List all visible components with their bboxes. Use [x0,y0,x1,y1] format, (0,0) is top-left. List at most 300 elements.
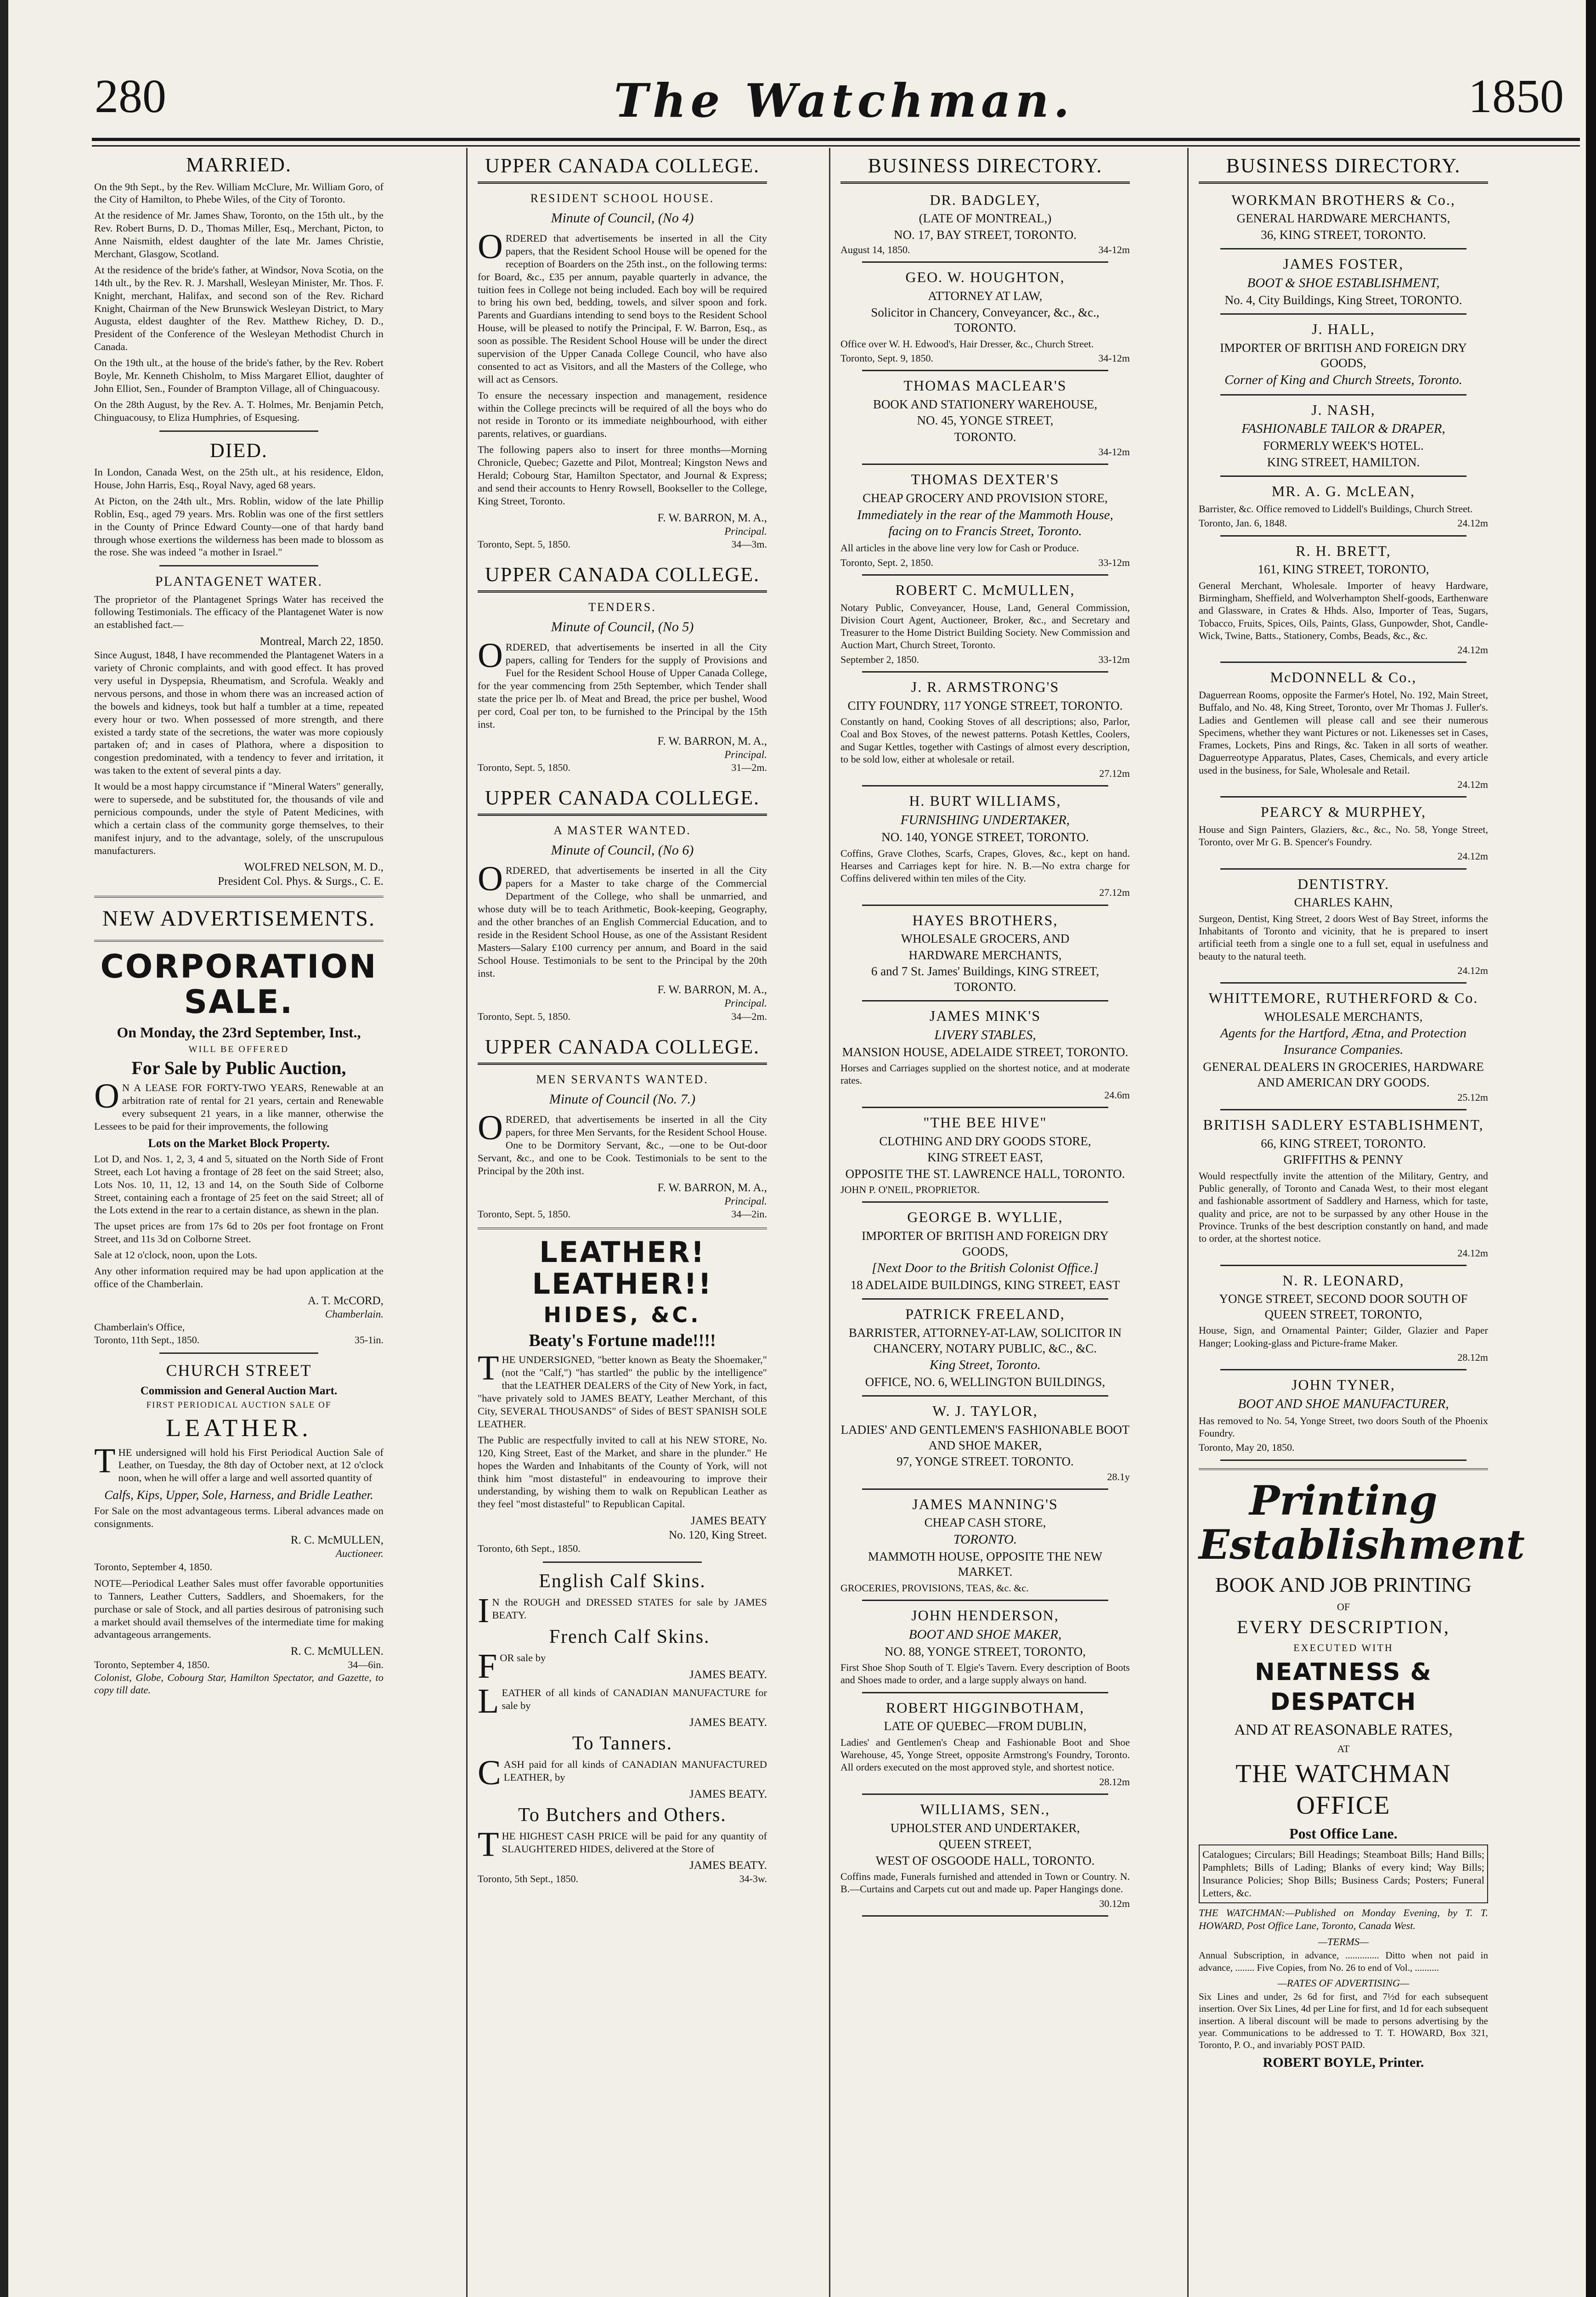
directory-entry [840,191,1130,263]
entry-subtitle: CITY FOUNDRY, 117 YONGE STREET, TORONTO. [847,698,1123,713]
entry-subtitle: LADIES' AND GENTLEMEN'S FASHIONABLE BOOT AND SHOE MAKER, [840,1423,1130,1452]
hides-title: HIDES, &C. [543,1302,701,1327]
entry-italic: [Next Door to the British Colonist Office.] [872,1260,1099,1275]
entry-code: 27.12m [1099,768,1130,780]
entry-name: JAMES FOSTER, [1283,255,1404,272]
entry-code: 24.6m [1104,1089,1130,1101]
entry-italic: Corner of King and Church Streets, Toronto. [1224,372,1462,387]
plantagenet-intro: The proprietor of the Plantagenet Springs Water has received the following Testimonials. The efficacy of the Plantagenet Water is now an established fact.— [94,593,383,631]
new-ads-heading: NEW ADVERTISEMENTS. [102,906,376,931]
entry-line: FORMERLY WEEK'S HOTEL. [1263,439,1424,453]
church-signature: R. C. McMULLEN. [290,1645,383,1658]
entry-italic: BOOT & SHOE ESTABLISHMENT, [1247,275,1440,290]
column-divider [466,148,468,2297]
terms: Annual Subscription, in advance, .............. Ditto when not paid in advance, ........ Five Copies, from No. 26 to end of Vol., .......... [1199,1950,1488,1973]
entry-code: 28.12m [1099,1776,1130,1788]
church-date: Toronto, September 4, 1850. [94,1659,210,1671]
french-calf-heading: French Calf Skins. [549,1626,710,1647]
scan-edge-left [0,0,8,2297]
ucc-body: ORDERED, that advertisements be inserted in all the City papers, calling for Tenders for the supply of Provisions and Fuel for the Resident School House of Upper Canada College, for the year commencing from 25th September, which Tender shall state the price per lb. of Meat and Bread, the price per bushel, Wood per cord, Coal per ton, to be furnished to the Principal by the 15th inst. [478,636,767,730]
entry-name: HAYES BROTHERS, [912,911,1058,928]
beaty-body: THE UNDERSIGNED, "better known as Beaty the Shoemaker," (not the "Calf,") "has startled" the public by the intelligence" that the LEATHER DEALERS of the City of New York, in fact, "have privately sold to JAMES BEATY, Leather Merchant, of this City, SEVERAL THOUSANDS" of Sides of BEST SPANISH SOLE LEATHER. [478,1349,767,1430]
butchers-heading: To Butchers and Others. [518,1804,727,1826]
entry-date: September 2, 1850. [840,653,919,665]
church-body: THE undersigned will hold his First Periodical Auction Sale of Leather, on Tuesday, the 8th day of October next, at 12 o'clock noon, when he will offer a large and well assorted quantity of [94,1441,383,1484]
separator [159,430,319,432]
entry-name: WILLIAMS, SEN., [920,1800,1050,1817]
column-2 [478,151,767,2297]
directory-entry [840,1208,1130,1300]
corporation-office: Chamberlain's Office, [94,1321,185,1333]
separator [543,1562,702,1563]
scan-edge-right [1586,0,1596,2297]
entry-body: Horses and Carriages supplied on the shortest notice, and at moderate rates. [840,1062,1130,1086]
entry-name: N. R. LEONARD, [1282,1272,1404,1289]
beaty-body: The Public are respectfully invited to call at his NEW STORE, No. 120, King Street, East of the Market, and share in the plunder." He hopes the Warden and Inhabitants of the County of York, will not think him "most distasteful" in endeavouring to improve their understanding, by wishing them to walk on Republican Leather as they feel "most distasteful" to Republican Capital. [478,1434,767,1510]
separator [94,896,383,898]
ucc-signature-role: Principal. [724,1195,767,1207]
directory-entry [1199,1272,1488,1370]
entry-footer [840,1089,1130,1101]
entry-name: J. HALL, [1312,321,1375,338]
married-notice: On the 19th ult., at the house of the bride's father, by the Rev. Robert Boyle, Mr. Kenneth Chisholm, to Miss Margaret Elliot, daughter of John Elliot, Sen., Founder of Brampton Village, all of Chinguacousy. [94,357,383,394]
married-notice: On the 28th August, by the Rev. A. T. Holmes, Mr. Benjamin Petch, Chinguacousy, to Eliza Humphries, of Esquesing. [94,398,383,423]
year: 1850 [1468,70,1564,123]
married-heading: MARRIED. [186,153,292,176]
entry-name: JAMES MINK'S [929,1007,1041,1024]
ucc-body: ORDERED, that advertisements be inserted in all the City papers, for three Men Servants, for the Resident School House. One to be Dormitory Servant, &c., —one to be Out-door Servant, &c., and one to be Cook. Testimonials to be sent to the Principal by the 20th inst. [478,1109,767,1177]
entry-separator [862,370,1108,371]
entry-name: McDONNELL & Co., [1270,669,1417,686]
printing-list: Catalogues; Circulars; Bill Headings; Steamboat Bills; Hand Bills; Pamphlets; Bills of Lading; Blanks of every kind; Way Bills; Insurance Policies; Shop Bills; Business Cards; Posters; Funeral Letters, &c. [1199,1844,1488,1903]
corporation-lots: Lots on the Market Block Property. [148,1136,330,1150]
entry-separator [1220,248,1466,249]
ucc-ad-sub: TENDERS. [588,600,656,614]
ucc-signature-role: Principal. [724,748,767,760]
ucc-body: To ensure the necessary inspection and management, residence within the College precincts will be required of all the boys who do not reside in Toronto or its immediate neighbourhood, with either parents, relatives, or guardians. [478,389,767,440]
entry-separator [1220,1369,1466,1370]
entry-code: 33-12m [1098,653,1130,665]
ucc-code: 34—2m. [731,1010,767,1022]
directory-entry [840,1402,1130,1489]
entry-footer [1199,1351,1488,1363]
entry-separator [862,671,1108,673]
entry-italic: FASHIONABLE TAILOR & DRAPER, [1241,421,1445,436]
printing-line: BOOK AND JOB PRINTING [1215,1573,1472,1597]
entry-date: August 14, 1850. [840,244,910,256]
church-code: 34—6in. [348,1659,383,1671]
married-notice: At the residence of Mr. James Shaw, Toronto, on the 15th ult., by the Rev. Robert Burns, D. D., Thomas Miller, Esq., Merchant, Picton, to Anne Naismith, eldest daughter of the late Mr. James Christie, Merchant, Glasgow, Scotland. [94,209,383,260]
entry-name: THOMAS MACLEAR'S [903,377,1067,394]
entry-line: 36, KING STREET, TORONTO. [1261,227,1426,242]
english-calf-heading: English Calf Skins. [539,1571,706,1592]
entry-separator [862,1107,1108,1108]
directory-entry [840,678,1130,786]
entry-separator [862,1298,1108,1300]
entry-footer [840,653,1130,666]
leather-title: LEATHER! LEATHER!! [532,1235,713,1301]
entry-line: 18 ADELAIDE BUILDINGS, KING STREET, EAST [850,1278,1120,1292]
entry-code: 34-12m [1098,352,1130,364]
entry-line: KING STREET, HAMILTON. [1267,455,1420,469]
directory-entry [1199,401,1488,477]
ucc-code: 31—2m. [731,762,767,774]
entry-separator [1220,394,1466,396]
ucc-minute: Minute of Council, (No 4) [551,210,694,226]
directory-entry [840,268,1130,371]
entry-date: Toronto, Sept. 2, 1850. [840,556,933,568]
entry-name: BRITISH SADLERY ESTABLISHMENT, [1203,1116,1484,1133]
corporation-body: Any other information required may be had upon application at the office of the Chamberlain. [94,1265,383,1290]
entry-footer [840,886,1130,899]
directory-entry [840,1007,1130,1108]
column-1 [94,151,383,2297]
entry-separator [862,905,1108,906]
entry-subtitle: (LATE OF MONTREAL,) [919,211,1052,226]
directory-entry [1199,989,1488,1110]
church-signature-role: Auctioneer. [335,1548,383,1560]
entry-line: QUEEN STREET, [939,1837,1032,1851]
butchers-signature: JAMES BEATY. [689,1859,767,1872]
entry-date: Toronto, Jan. 6, 1848. [1199,517,1287,529]
church-leather: LEATHER. [166,1414,312,1442]
entry-separator [1220,796,1466,798]
entry-footer [1199,517,1488,529]
entry-subtitle: CHEAP CASH STORE, [924,1516,1046,1530]
entry-code: 28.12m [1457,1351,1488,1363]
directory-entry [840,1800,1130,1917]
entry-italic: BOOT AND SHOE MANUFACTURER, [1238,1396,1449,1411]
entry-subtitle: LATE OF QUEBEC—FROM DUBLIN, [884,1719,1087,1733]
directory-entry [840,377,1130,465]
entry-separator [1220,1460,1466,1461]
directory-entry [1199,482,1488,536]
printing-at: AT [1337,1743,1350,1755]
tanners-body: CASH paid for all kinds of CANADIAN MANUFACTURED LEATHER, by [478,1753,767,1792]
separator [94,940,383,942]
printing-establishment-title: Printing Establishment [1199,1476,1525,1569]
english-calf-body: IN the ROUGH and DRESSED STATES for sale by JAMES BEATY. [478,1591,767,1630]
directory-entry [1199,875,1488,984]
canadian-leather-body: LEATHER of all kinds of CANADIAN MANUFACTURE for sale by [478,1681,767,1720]
entry-line: MANSION HOUSE, ADELAIDE STREET, TORONTO. [842,1045,1128,1059]
entry-footer [1199,964,1488,977]
entry-italic: Agents for the Hartford, Ætna, and Protection Insurance Companies. [1220,1026,1466,1058]
directory-entry [840,1607,1130,1693]
entry-name: "THE BEE HIVE" [923,1114,1047,1131]
entry-separator [862,1793,1108,1795]
directory-entry [1199,803,1488,869]
advertising-rates: Six Lines and under, 2s 6d for first, and 7½d for each subsequent insertion. Over Six Lines, 4d per Line for first, and 1d for each subsequent insertion. A liberal discount will be made to persons advertising by the year. Communications to be addressed to T. T. HOWARD, Box 321, Toronto, P. O., and invariably POST PAID. [1199,1991,1488,2050]
corporation-code: 35-1in. [355,1334,383,1346]
entry-subtitle: YONGE STREET, SECOND DOOR SOUTH OF QUEEN STREET, TORONTO, [1219,1292,1468,1321]
directory-list [840,191,1130,1917]
entry-italic: TORONTO. [953,1532,1017,1547]
printing-post-lane: Post Office Lane. [1289,1825,1398,1842]
ucc-body: The following papers also to insert for three months—Morning Chronicle, Quebec; Gazette and Pilot, Montreal; Kingston News and Herald; Cobourg Star, Hamilton Spectator, and Journal & Express; and send their accounts to Henry Rowsell, Bookseller to the College, King Street, Toronto. [478,444,767,507]
entry-separator [1220,662,1466,663]
entry-name: ROBERT C. McMULLEN, [895,581,1075,598]
entry-code: 24.12m [1457,1247,1488,1259]
entry-name: JAMES MANNING'S [912,1495,1058,1512]
entry-subtitle: 66, KING STREET, TORONTO. [1261,1136,1426,1150]
entry-subtitle: CHEAP GROCERY AND PROVISION STORE, [863,491,1108,505]
directory-entry [1199,191,1488,250]
church-items: Calfs, Kips, Upper, Sole, Harness, and Bridle Leather. [104,1488,373,1502]
separator [1199,1468,1488,1470]
entry-separator [862,1692,1108,1693]
plantagenet-signature: WOLFRED NELSON, M. D., [244,861,383,874]
entry-code: 24.12m [1457,778,1488,790]
ucc-date: Toronto, Sept. 5, 1850. [478,538,570,550]
entry-separator [862,574,1108,576]
entry-body: Would respectfully invite the attention of the Military, Gentry, and Public generally, of Toronto and Canada West, to their most elegant and fashionable assortment of Saddlery and Harness, which for taste, quality and price, are not to be surpassed by any other House in the Province. Trunks of the best description constantly on hand, and made to order, at the shortest notice. [1199,1170,1488,1245]
entry-line: NO. 45, YONGE STREET, [917,413,1054,428]
separator [478,1228,767,1229]
separator [159,565,319,566]
entry-name: JOHN TYNER, [1291,1376,1395,1393]
church-street-sub: Commission and General Auction Mart. [140,1385,338,1397]
directory-entry [840,581,1130,673]
entry-line: MAMMOTH HOUSE, OPPOSITE THE NEW MARKET. [868,1549,1103,1579]
ucc-code: 34—3m. [731,538,767,550]
entry-name: THOMAS DEXTER'S [911,471,1060,488]
entry-subtitle: IMPORTER OF BRITISH AND FOREIGN DRY GOODS, [862,1229,1109,1258]
entry-subtitle: GENERAL HARDWARE MERCHANTS, [1236,211,1450,226]
entry-body: Office over W. H. Edwood's, Hair Dresser, &c., Church Street. [840,338,1094,350]
directory-entry [1199,668,1488,798]
ucc-heading: UPPER CANADA COLLEGE. [478,1035,767,1065]
printing-office: THE WATCHMAN OFFICE [1235,1759,1451,1820]
printing-of: OF [1337,1601,1350,1613]
entry-separator [1220,982,1466,984]
butchers-code: 34-3w. [739,1873,767,1885]
french-calf-signature: JAMES BEATY. [689,1668,767,1681]
printing-rates: AND AT REASONABLE RATES, [1234,1721,1453,1739]
entry-separator [1220,1265,1466,1266]
entry-line: WEST OF OSGOODE HALL, TORONTO. [875,1853,1095,1867]
beaty-heading: Beaty's Fortune made!!!! [529,1331,716,1351]
entry-line: GRIFFITHS & PENNY [1283,1153,1404,1167]
masthead-rule-thin [92,145,1580,147]
entry-footer [840,243,1130,256]
column-divider [829,148,830,2297]
canadian-leather-signature: JAMES BEATY. [689,1716,767,1729]
entry-separator [1220,1109,1466,1110]
entry-body: First Shoe Shop South of T. Elgie's Tavern. Every description of Boots and Shoes made to order, and a large supply always on hand. [840,1662,1130,1686]
ucc-ad-sub: MEN SERVANTS WANTED. [536,1072,709,1086]
entry-body: House, Sign, and Ornamental Painter; Gilder, Glazier and Paper Hanger; Looking-glass and Picture-frame Maker. [1199,1324,1488,1349]
ucc-signature-role: Principal. [724,997,767,1009]
ucc-ad-sub: A MASTER WANTED. [553,823,691,837]
entry-footer [840,1471,1130,1483]
plantagenet-heading: PLANTAGENET WATER. [155,574,323,589]
entry-body: Barrister, &c. Office removed to Liddell's Buildings, Church Street. [1199,503,1473,515]
ucc-signature-role: Principal. [724,525,767,537]
entry-body: GROCERIES, PROVISIONS, TEAS, &c. &c. [840,1582,1029,1594]
directory-entry [840,911,1130,1002]
entry-subtitle: BOOK AND STATIONERY WAREHOUSE, [873,397,1098,411]
entry-line: NO. 88, YONGE STREET, TORONTO, [885,1644,1086,1658]
entry-separator [862,261,1108,263]
entry-name: WHITTEMORE, RUTHERFORD & Co. [1208,990,1478,1007]
beaty-address: No. 120, King Street. [669,1529,767,1542]
directory-entry [1199,542,1488,663]
ucc-ad-sub: RESIDENT SCHOOL HOUSE. [530,191,715,205]
ucc-code: 34—2in. [731,1208,767,1220]
corporation-sale-date: On Monday, the 23rd September, Inst., [117,1024,361,1041]
entry-subtitle: IMPORTER OF BRITISH AND FOREIGN DRY GOODS, [1220,340,1467,370]
entry-name: J. R. ARMSTRONG'S [911,678,1060,695]
entry-separator [862,464,1108,465]
entry-subtitle: WHOLESALE MERCHANTS, [1264,1009,1423,1024]
entry-footer [840,556,1130,569]
entry-name: DR. BADGLEY, [930,191,1041,208]
directory-entry [1199,1116,1488,1266]
church-note: NOTE—Periodical Leather Sales must offer favorable opportunities to Tanners, Leather Cutters, Saddlers, and Shoemakers, for the purchase or sale of Stock, and all parties desirous of patronising such a market should avail themselves of the intermediate time for making advantageous arrangements. [94,1577,383,1641]
ucc-minute: Minute of Council, (No 6) [551,843,694,858]
corporation-date: Toronto, 11th Sept., 1850. [94,1334,200,1346]
corporation-body: The upset prices are from 17s 6d to 20s per foot frontage on Front Street, and 11s 3d on Colborne Street. [94,1220,383,1245]
beaty-date: Toronto, 6th Sept., 1850. [478,1543,581,1555]
entry-line: No. 4, City Buildings, King Street, TORONTO. [1224,293,1462,307]
entry-subtitle: WHOLESALE GROCERS, AND [901,932,1070,946]
corporation-signature-role: Chamberlain. [325,1308,383,1320]
tanners-heading: To Tanners. [572,1732,673,1754]
entry-body: All articles in the above line very low for Cash or Produce. [840,542,1079,554]
terms-heading: —TERMS— [1318,1935,1369,1947]
butchers-body: THE HIGHEST CASH PRICE will be paid for any quantity of SLAUGHTERED HIDES, delivered at the Store of [478,1825,767,1864]
directory-entry [1199,255,1488,315]
died-notice: At Picton, on the 24th ult., Mrs. Roblin, widow of the late Phillip Roblin, Esq., aged 79 years. Mrs. Roblin was one of the first settlers in the County of Prince Edward County—one of that hardy band through whose exertions the wilderness has been made to blossom as the rose. She was indeed "a mother in Israel." [94,495,383,558]
printer-credit: ROBERT BOYLE, Printer. [1263,2054,1424,2070]
plantagenet-testimonial: Since August, 1848, I have recommended the Plantagenet Waters in a variety of Chronic complaints, and with good effect. It has proved very useful in Dyspepsia, Rheumatism, and Scrofula. Weakly and nervous persons, and those in whom there was an increased action of the bowels and kidneys, took but half a tumbler at a time, repeated every hour or two. When possessed of more strength, and there existed a tardy state of the secretions, the water was more copiously partaken of; and in cases of Plathora, where a disposition to congestion predominated, with a tendency to fever and irritation, it was taken to the extent of several pints a day. [94,649,383,776]
ucc-heading: UPPER CANADA COLLEGE. [478,562,767,593]
entry-italic: LIVERY STABLES, [934,1027,1036,1042]
entry-footer [840,446,1130,458]
entry-italic: BOOT AND SHOE MAKER, [908,1627,1062,1642]
directory-entry [1199,320,1488,396]
entry-line: 6 and 7 St. James' Buildings, KING STREET, TORONTO. [871,964,1100,994]
entry-name: DENTISTRY. [1297,875,1389,892]
masthead-rule [92,138,1580,141]
entry-name: GEO. W. HOUGHTON, [905,269,1065,286]
business-directory-heading: BUSINESS DIRECTORY. [840,153,1130,184]
entry-footer [1199,644,1488,656]
ucc-body: ORDERED, that advertisements be inserted in all the City papers for a Master to take charge of the Commercial Department of the College, who shall be unmarried, and whose duty will be to teach Arithmetic, Book-keeping, Geography, and the other branches of an English Commercial Education, and to reside in the Resident School House, as one of the Assistant Resident Masters—Salary £100 currency per annum, and Board in the said School House. Testimonials to be sent to the Principal by the 20th inst. [478,860,767,979]
entry-separator [862,1395,1108,1397]
entry-name: H. BURT WILLIAMS, [909,792,1061,809]
entry-code: 24.12m [1457,517,1488,529]
entry-line: NO. 17, BAY STREET, TORONTO. [893,227,1077,242]
church-body: For Sale on the most advantageous terms. Liberal advances made on consignments. [94,1505,383,1529]
entry-subtitle: CLOTHING AND DRY GOODS STORE, [879,1134,1091,1148]
ucc-body: ORDERED that advertisements be inserted in all the City papers, that the Resident School House will be opened for the reception of Boarders on the 25th inst., on the following terms: for Board, &c., £35 per annum, payable quarterly in advance, the tuition fees in College not being included. Each boy will be required to bring his own bed, bedding, towels, and silver spoon and fork. Parents and Guardians intending to send boys to the Resident School House, will be pleased to notify the Principal, F. W. Barron, Esq., as soon as possible. The Resident School House will be under the direct supervision of the Upper Canada College Council, who have also consented to act as Visitors, and all the Masters of the College, who will act as Censors. [478,227,767,385]
plantagenet-signature-title: President Col. Phys. & Surgs., C. E. [218,875,383,888]
ucc-minute: Minute of Council (No. 7.) [549,1091,696,1107]
ucc-signature: F. W. BARRON, M. A., [657,1181,767,1194]
entry-date: Toronto, Sept. 9, 1850. [840,352,933,364]
tanners-signature: JAMES BEATY. [689,1788,767,1800]
directory-entry [840,1699,1130,1795]
entry-code: 24.12m [1457,964,1488,976]
entry-name: ROBERT HIGGINBOTHAM, [885,1699,1085,1716]
entry-body: Surgeon, Dentist, King Street, 2 doors West of Bay Street, informs the Inhabitants of Toronto and vicinity, that he is prepared to insert artificial teeth from a single one to a full set, equal in usefulness and beauty to the natural teeth. [1199,912,1488,962]
entry-subtitle: 161, KING STREET, TORONTO, [1258,562,1429,577]
entry-subtitle: UPHOLSTER AND UNDERTAKER, [890,1821,1080,1835]
page-number: 280 [95,70,166,123]
entry-body: Has removed to No. 54, Yonge Street, two doors South of the Phoenix Foundry. [1199,1414,1488,1439]
directory-entry [1199,1376,1488,1460]
entry-separator [1220,535,1466,537]
entry-name: R. H. BRETT, [1296,542,1391,559]
entry-name: WORKMAN BROTHERS & Co., [1231,191,1455,208]
entry-separator [862,1600,1108,1601]
ucc-date: Toronto, Sept. 5, 1850. [478,762,570,774]
entry-body: General Merchant, Wholesale. Importer of heavy Hardware, Birmingham, Sheffield, and Wolverhampton Shelf-goods, Earthenware and Glassware, in Crates & Hhds. Also, Importer of Teas, Sugars, Tobacco, Fruits, Spices, Oils, Paints, Glass, Gunpowder, Shot, Candle-Wick, Twine, Batts., Stationery, Combs, Beads, &c., &c. [1199,579,1488,641]
beaty-signature: JAMES BEATY [691,1515,767,1528]
entry-code: 33-12m [1098,556,1130,568]
entry-line: 97, YONGE STREET. TORONTO. [897,1454,1074,1469]
church-copy-notice: Colonist, Globe, Cobourg Star, Hamilton Spectator, and Gazette, to copy till date. [94,1671,383,1696]
entry-name: PEARCY & MURPHEY, [1260,803,1427,820]
married-notice: On the 9th Sept., by the Rev. William McClure, Mr. William Goro, of the City of Hamilton, to Phebe Wiles, of the City of Toronto. [94,181,383,205]
entry-line: OFFICE, NO. 6, WELLINGTON BUILDINGS, [865,1375,1105,1389]
entry-line: HARDWARE MERCHANTS, [908,948,1062,962]
church-signature: R. C. McMULLEN, [290,1534,383,1547]
entry-code: 24.12m [1457,644,1488,656]
church-street-heading: CHURCH STREET [166,1361,312,1380]
entry-body: Coffins made, Funerals furnished and attended in Town or Country. N. B.—Curtains and Carpets cut out and made up. Paper Hangings done. [840,1870,1130,1895]
directory-entry [840,1305,1130,1397]
entry-separator [1220,313,1466,315]
printing-neatness: NEATNESS & DESPATCH [1255,1658,1432,1716]
separator [159,1352,319,1354]
entry-footer [840,767,1130,780]
corporation-offered: WILL BE OFFERED [188,1044,289,1054]
printing-executed: EXECUTED WITH [1293,1642,1393,1654]
entry-footer [1199,1247,1488,1259]
ucc-signature: F. W. BARRON, M. A., [657,511,767,524]
entry-code: 34-12m [1098,244,1130,256]
married-notice: At the residence of the bride's father, at Windsor, Nova Scotia, on the 14th ult., by the Rev. R. J. Marshall, Wesleyan Minister, Mr. Thos. F. Knight, merchant, Halifax, and second son of the Rev. Richard Knight, Chairman of the New Brunswick Wesleyan District, to Mary Augusta, eldest daughter of the Rev. Matthew Richey, D. D., President of the Conference of the Wesleyan Methodist Church in Canada. [94,264,383,353]
plantagenet-dateline: Montreal, March 22, 1850. [259,635,383,648]
entry-code: 27.12m [1099,887,1130,899]
entry-italic: FURNISHING UNDERTAKER, [900,813,1070,828]
entry-name: PATRICK FREELAND, [905,1306,1065,1323]
ucc-minute: Minute of Council, (No 5) [551,619,694,635]
entry-subtitle: ATTORNEY AT LAW, [928,289,1043,303]
corporation-signature: A. T. McCORD, [307,1294,383,1307]
newspaper-title: The Watchman. [614,74,1074,128]
entry-code: 25.12m [1457,1092,1488,1103]
entry-footer [1199,778,1488,791]
directory-entry [840,792,1130,905]
entry-footer [1199,1441,1488,1454]
entry-separator [862,1000,1108,1001]
printing-line: EVERY DESCRIPTION, [1237,1617,1450,1638]
directory-list [1199,191,1488,1461]
entry-code: 28.1y [1107,1471,1130,1482]
ucc-signature: F. W. BARRON, M. A., [657,984,767,996]
entry-footer [1199,850,1488,862]
entry-name: J. NASH, [1311,401,1376,418]
column-3 [840,151,1130,2297]
directory-entry [840,470,1130,576]
entry-body: JOHN P. O'NEIL, PROPRIETOR. [840,1184,980,1196]
entry-body: Notary Public, Conveyancer, House, Land, General Commission, Division Court Agent, Auctioneer, Broker, &c., and Secretary and Treasurer to the Home District Building Society. New Commission and Auction Mart, Church Street, Toronto. [840,601,1130,651]
entry-footer [840,352,1130,364]
